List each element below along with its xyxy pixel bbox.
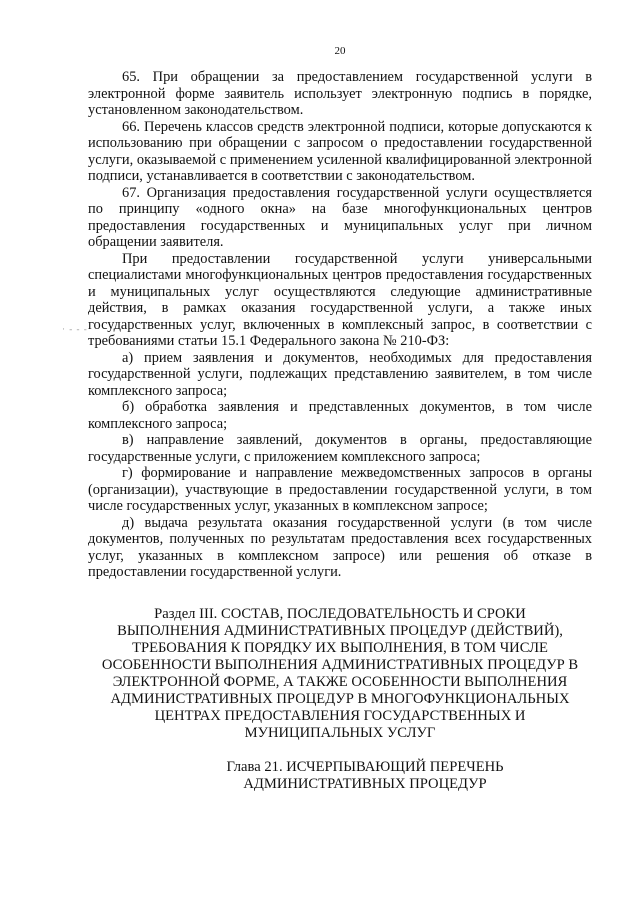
chapter-heading-line: АДМИНИСТРАТИВНЫХ ПРОЦЕДУР bbox=[243, 775, 487, 792]
section-heading-line: Раздел III. СОСТАВ, ПОСЛЕДОВАТЕЛЬНОСТЬ И СРОКИ bbox=[154, 605, 526, 622]
list-item-b: б) обработка заявления и представленных документов, в том числе комплексного запроса; bbox=[88, 399, 592, 432]
section-heading-line: ЦЕНТРАХ ПРЕДОСТАВЛЕНИЯ ГОСУДАРСТВЕННЫХ И bbox=[154, 707, 526, 724]
paragraph-65: 65. При обращении за предоставлением государственной услуги в электронной форме заявитель использует электронную подпись в порядке, установленном законодательством. bbox=[88, 69, 592, 118]
paragraph-67: 67. Организация предоставления государственной услуги осуществляется по принципу «одного окна» на базе многофункциональных центров предоставления государственных и муниципальных услуг при личном обращении заявителя. bbox=[88, 184, 592, 250]
page-number: 20 bbox=[334, 45, 346, 57]
section-heading-line: ЭЛЕКТРОННОЙ ФОРМЕ, А ТАКЖЕ ОСОБЕННОСТИ ВЫПОЛНЕНИЯ bbox=[112, 673, 568, 690]
section-heading-line: ВЫПОЛНЕНИЯ АДМИНИСТРАТИВНЫХ ПРОЦЕДУР (ДЕЙСТВИЙ), bbox=[117, 622, 563, 639]
list-item-v: в) направление заявлений, документов в органы, предоставляющие государственные услуги, с приложением комплексного запроса; bbox=[88, 432, 592, 465]
paragraph-mfc-actions: При предоставлении государственной услуги универсальными специалистами многофункциональных центров предоставления государственных и муниципальных услуг осуществляются следующие административные действия, в рамках оказания государственной услуги, а также иных государственных услуг, включенных в комплексный запрос, в соответствии с требованиями статьи 15.1 Федерального закона № 210-ФЗ: bbox=[88, 250, 592, 349]
section-heading bbox=[88, 606, 592, 742]
section-heading-line: АДМИНИСТРАТИВНЫХ ПРОЦЕДУР В МНОГОФУНКЦИОНАЛЬНЫХ bbox=[110, 690, 570, 707]
chapter-heading-line: Глава 21. ИСЧЕРПЫВАЮЩИЙ ПЕРЕЧЕНЬ bbox=[226, 758, 504, 775]
body-text bbox=[88, 69, 592, 581]
list-item-d: д) выдача результата оказания государственной услуги (в том числе документов, полученных по результатам предоставления всех государственных услуг, указанных в комплексном запросе) или решения об отказе в предоставлении государственной услуги. bbox=[88, 514, 592, 580]
list-item-g: г) формирование и направление межведомственных запросов в органы (организации), участвующие в предоставлении государственной услуги, в том числе государственных услуг, указанных в комплексном запросе; bbox=[88, 465, 592, 514]
paragraph-66: 66. Перечень классов средств электронной подписи, которые допускаются к использованию при обращении с запросом о предоставлении государственной услуги, оказываемой с применением усиленной квалифицированной электронной подписи, устанавливается в соответствии с законодательством. bbox=[88, 118, 592, 184]
section-heading-line: ТРЕБОВАНИЯ К ПОРЯДКУ ИХ ВЫПОЛНЕНИЯ, В ТОМ ЧИСЛЕ bbox=[132, 639, 548, 656]
scan-margin-mark: · - - - bbox=[62, 324, 88, 334]
section-heading-line: ОСОБЕННОСТИ ВЫПОЛНЕНИЯ АДМИНИСТРАТИВНЫХ ПРОЦЕДУР В bbox=[101, 656, 579, 673]
list-item-a: а) прием заявления и документов, необходимых для предоставления государственной услуги, подлежащих представлению заявителем, в том числе комплексного запроса; bbox=[88, 349, 592, 399]
chapter-heading bbox=[88, 759, 592, 793]
section-heading-line: МУНИЦИПАЛЬНЫХ УСЛУГ bbox=[244, 724, 436, 741]
